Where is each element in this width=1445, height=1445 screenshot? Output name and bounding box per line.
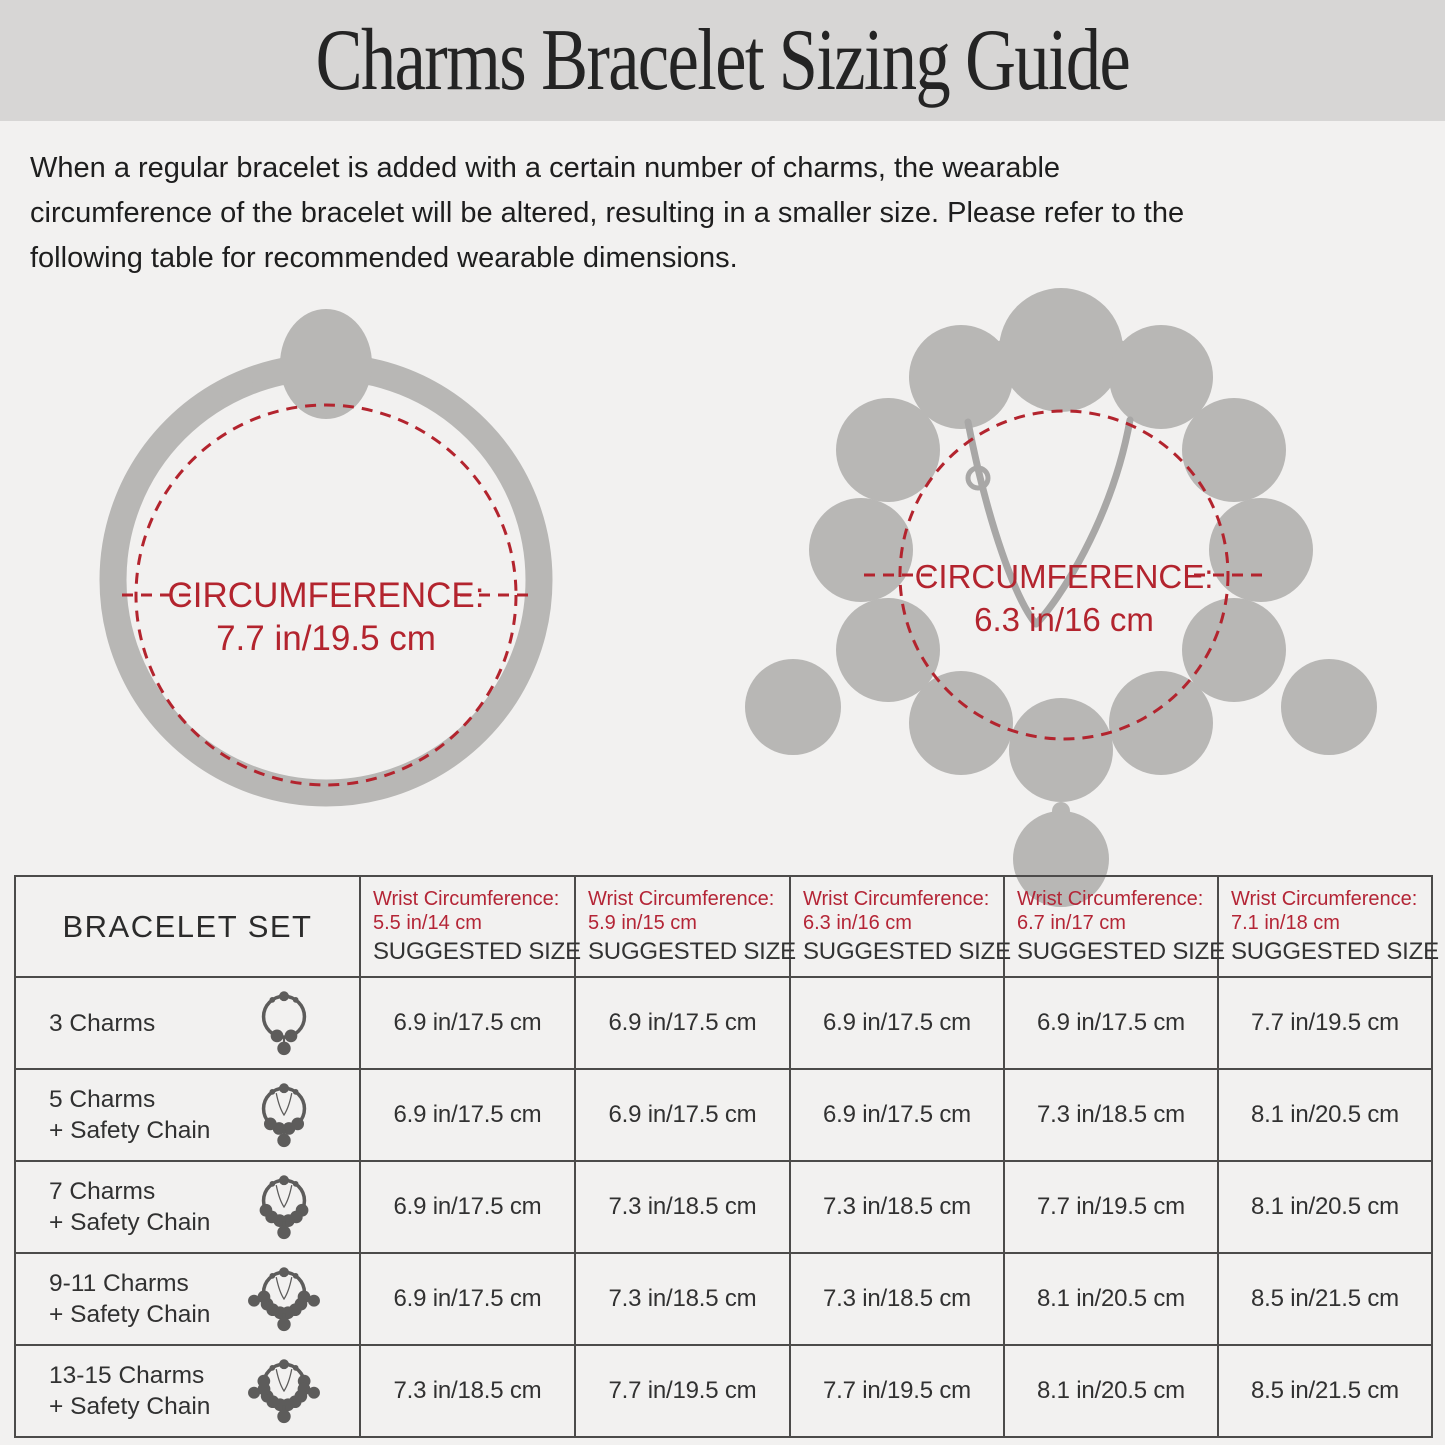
cell-value: 6.9 in/17.5 cm [360, 1161, 575, 1253]
table-header-row [15, 876, 1432, 977]
intro-line-1: When a regular bracelet is added with a certain number of charms, the wearable [30, 152, 1061, 184]
dangle-charm-left [745, 659, 841, 755]
cell-value: 6.9 in/17.5 cm [575, 977, 790, 1069]
bracelet-9-11-charms-safety-chain-icon [247, 1256, 321, 1342]
plain-bracelet-diagram [6, 278, 646, 868]
row-label: 9-11 Charms + Safety Chain [49, 1270, 211, 1328]
cell-value: 8.5 in/21.5 cm [1218, 1345, 1432, 1437]
cell-value: 8.1 in/20.5 cm [1218, 1069, 1432, 1161]
table-row-7-charms [15, 1161, 1432, 1253]
circumference-label: CIRCUMFERENCE: [167, 576, 485, 615]
bracelet-5-charms-safety-chain-icon [247, 1072, 321, 1158]
intro-line-2: circumference of the bracelet will be altered, resulting in a smaller size. Please refer to the [30, 197, 1185, 229]
table-row-13-15-charms [15, 1345, 1432, 1437]
clasp-charm [999, 288, 1123, 412]
charm-bracelet-illustration [716, 270, 1422, 934]
wrist-circumference-label: Wrist Circumference: 5.5 in/14 cm [373, 888, 560, 934]
table-row-5-charms [15, 1069, 1432, 1161]
cell-value: 6.9 in/17.5 cm [1004, 977, 1218, 1069]
bracelet-clasp [280, 309, 372, 419]
title-band [0, 0, 1445, 121]
row-label: 3 Charms [49, 1009, 156, 1037]
column-header-7.1in [1218, 876, 1439, 977]
suggested-size-label: SUGGESTED SIZE [373, 938, 581, 965]
table-row-9-11-charms [15, 1253, 1432, 1345]
intro-line-3: following table for recommended wearable dimensions. [30, 242, 738, 274]
bracelet-3-charms-icon [247, 980, 321, 1066]
row-header [16, 1256, 359, 1342]
cell-value: 7.3 in/18.5 cm [575, 1253, 790, 1345]
suggested-size-label: SUGGESTED SIZE [803, 938, 1011, 965]
cell-value: 6.9 in/17.5 cm [790, 1069, 1004, 1161]
cell-value: 6.9 in/17.5 cm [575, 1069, 790, 1161]
suggested-size-label: SUGGESTED SIZE [588, 938, 796, 965]
cell-value: 6.9 in/17.5 cm [360, 977, 575, 1069]
sizing-table [14, 875, 1439, 1438]
cell-value: 7.3 in/18.5 cm [790, 1253, 1004, 1345]
wrist-circumference-label: Wrist Circumference: 6.3 in/16 cm [803, 888, 990, 934]
row-label: 5 Charms + Safety Chain [49, 1086, 211, 1144]
cell-value: 7.7 in/19.5 cm [1004, 1161, 1218, 1253]
table-row-3-charms [15, 977, 1432, 1069]
page-title: Charms Bracelet Sizing Guide [315, 12, 1130, 109]
column-header-5.5in [360, 876, 581, 977]
cell-value: 7.7 in/19.5 cm [1218, 977, 1432, 1069]
suggested-size-label: SUGGESTED SIZE [1017, 938, 1225, 965]
bracelet-7-charms-safety-chain-icon [247, 1164, 321, 1250]
cell-value: 6.9 in/17.5 cm [360, 1253, 575, 1345]
column-header-6.3in [790, 876, 1011, 977]
cell-value: 7.3 in/18.5 cm [790, 1161, 1004, 1253]
row-header [16, 1072, 359, 1158]
cell-value: 7.7 in/19.5 cm [575, 1345, 790, 1437]
cell-value: 8.5 in/21.5 cm [1218, 1253, 1432, 1345]
dangle-charm-right [1281, 659, 1377, 755]
circumference-value: 7.7 in/19.5 cm [216, 619, 436, 658]
wrist-circumference-label: Wrist Circumference: 6.7 in/17 cm [1017, 888, 1204, 934]
row-header [16, 1164, 359, 1250]
cell-value: 6.9 in/17.5 cm [790, 977, 1004, 1069]
charm-bracelet-diagram [716, 270, 1422, 939]
cell-value: 7.7 in/19.5 cm [790, 1345, 1004, 1437]
circumference-value: 6.3 in/16 cm [974, 601, 1154, 638]
cell-value: 7.3 in/18.5 cm [1004, 1069, 1218, 1161]
bracelet-13-15-charms-safety-chain-icon [247, 1348, 321, 1434]
cell-value: 8.1 in/20.5 cm [1004, 1253, 1218, 1345]
cell-value: 8.1 in/20.5 cm [1218, 1161, 1432, 1253]
wrist-circumference-label: Wrist Circumference: 5.9 in/15 cm [588, 888, 775, 934]
cell-value: 8.1 in/20.5 cm [1004, 1345, 1218, 1437]
intro-text [30, 146, 1184, 281]
row-label: 7 Charms + Safety Chain [49, 1178, 211, 1236]
column-header-6.7in [1004, 876, 1225, 977]
row-header [16, 1348, 359, 1434]
row-label: 13-15 Charms + Safety Chain [49, 1362, 211, 1420]
wrist-circumference-label: Wrist Circumference: 7.1 in/18 cm [1231, 888, 1418, 934]
suggested-size-label: SUGGESTED SIZE [1231, 938, 1439, 965]
cell-value: 6.9 in/17.5 cm [360, 1069, 575, 1161]
column-header-5.9in [575, 876, 796, 977]
bracelet-set-header: BRACELET SET [15, 876, 360, 977]
plain-bracelet-illustration [6, 278, 646, 863]
cell-value: 7.3 in/18.5 cm [360, 1345, 575, 1437]
row-header [16, 980, 359, 1066]
cell-value: 7.3 in/18.5 cm [575, 1161, 790, 1253]
circumference-label: CIRCUMFERENCE: [914, 558, 1214, 595]
